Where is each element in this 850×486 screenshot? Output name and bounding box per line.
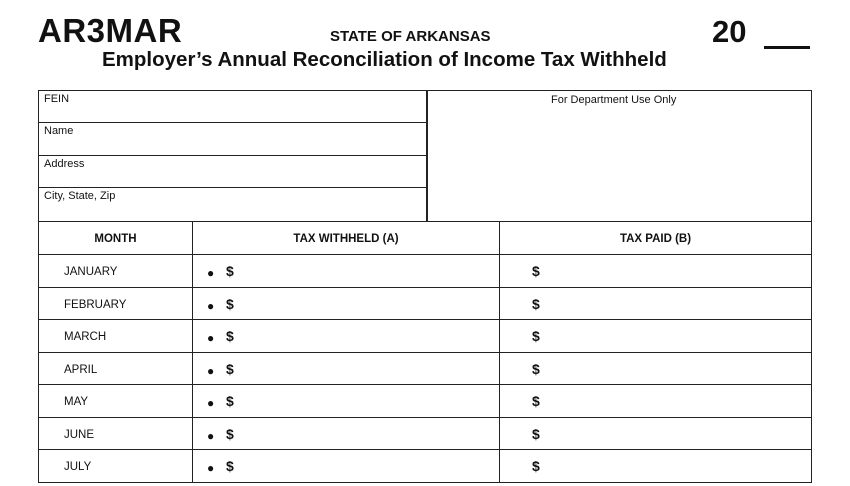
tax-paid-input[interactable] — [500, 385, 811, 417]
tax-withheld-input[interactable] — [193, 353, 500, 385]
form-code: AR3MAR — [38, 12, 183, 49]
month-cell — [39, 385, 193, 417]
tax-paid-input[interactable] — [500, 450, 811, 482]
name-field[interactable] — [39, 123, 426, 156]
tax-paid-column-header: TAX PAID (B) — [619, 233, 692, 245]
dollar-sign: $ — [532, 360, 540, 377]
month-label: JUNE — [64, 428, 95, 441]
state-name: STATE OF ARKANSAS — [330, 28, 491, 45]
info-divider — [426, 91, 428, 221]
tax-withheld-input[interactable] — [193, 450, 500, 482]
bullet-icon: ● — [207, 298, 215, 313]
tax-withheld-column-header: TAX WITHHELD (A) — [293, 233, 399, 245]
table-row — [39, 385, 811, 418]
tax-paid-input[interactable] — [500, 320, 811, 352]
dollar-sign: $ — [226, 393, 234, 409]
month-cell — [39, 255, 193, 287]
tax-withheld-input[interactable] — [193, 320, 500, 352]
month-cell — [39, 288, 193, 320]
table-row — [39, 288, 811, 321]
employer-info-box — [38, 90, 812, 222]
reconciliation-table — [38, 222, 812, 483]
address-label: Address — [44, 158, 85, 170]
table-row — [39, 320, 811, 353]
tax-year-prefix: 20 — [712, 14, 747, 49]
month-label: MAY — [64, 396, 89, 408]
month-label: APRIL — [64, 363, 98, 376]
month-cell — [39, 450, 193, 482]
bullet-icon: ● — [207, 331, 215, 345]
tax-paid-input[interactable] — [500, 255, 811, 287]
dollar-sign: $ — [532, 393, 540, 409]
month-label: MARCH — [64, 331, 107, 343]
name-label: Name — [44, 125, 74, 137]
bullet-icon: ● — [207, 428, 215, 443]
table-row — [39, 255, 811, 288]
dollar-sign: $ — [226, 360, 234, 377]
tax-paid-input[interactable] — [500, 418, 811, 450]
table-row — [39, 353, 811, 386]
city-state-zip-label: City, State, Zip — [44, 190, 116, 202]
tax-withheld-input[interactable] — [193, 418, 500, 450]
bullet-icon: ● — [207, 396, 215, 410]
bullet-icon: ● — [207, 363, 215, 378]
tax-withheld-input[interactable] — [193, 288, 500, 320]
month-cell — [39, 418, 193, 450]
dollar-sign: $ — [226, 263, 234, 279]
dollar-sign: $ — [532, 425, 540, 442]
table-header-row — [39, 222, 811, 255]
tax-paid-input[interactable] — [500, 288, 811, 320]
department-use-label: For Department Use Only — [551, 94, 677, 106]
month-column-header: MONTH — [94, 233, 137, 245]
fein-label: FEIN — [44, 93, 70, 105]
bullet-icon: ● — [207, 266, 215, 280]
table-row — [39, 450, 811, 483]
address-field[interactable] — [39, 156, 426, 188]
tax-withheld-input[interactable] — [193, 255, 500, 287]
month-cell — [39, 320, 193, 352]
month-label: JANUARY — [64, 266, 118, 278]
dollar-sign: $ — [226, 425, 234, 442]
tax-year-blank[interactable] — [764, 46, 810, 49]
tax-paid-input[interactable] — [500, 353, 811, 385]
dollar-sign: $ — [532, 458, 540, 474]
dollar-sign: $ — [532, 328, 540, 344]
month-label: FEBRUARY — [64, 298, 127, 311]
bullet-icon: ● — [207, 461, 215, 475]
city-state-zip-field[interactable] — [39, 188, 426, 221]
month-cell — [39, 353, 193, 385]
dollar-sign: $ — [532, 263, 540, 279]
fein-field[interactable] — [39, 91, 426, 123]
table-row — [39, 418, 811, 451]
dollar-sign: $ — [226, 458, 234, 474]
month-label: JULY — [64, 461, 92, 473]
tax-withheld-input[interactable] — [193, 385, 500, 417]
dollar-sign: $ — [532, 295, 540, 312]
dollar-sign: $ — [226, 295, 234, 312]
dollar-sign: $ — [226, 328, 234, 344]
form-title: Employer’s Annual Reconciliation of Income Tax Withheld — [102, 48, 667, 71]
